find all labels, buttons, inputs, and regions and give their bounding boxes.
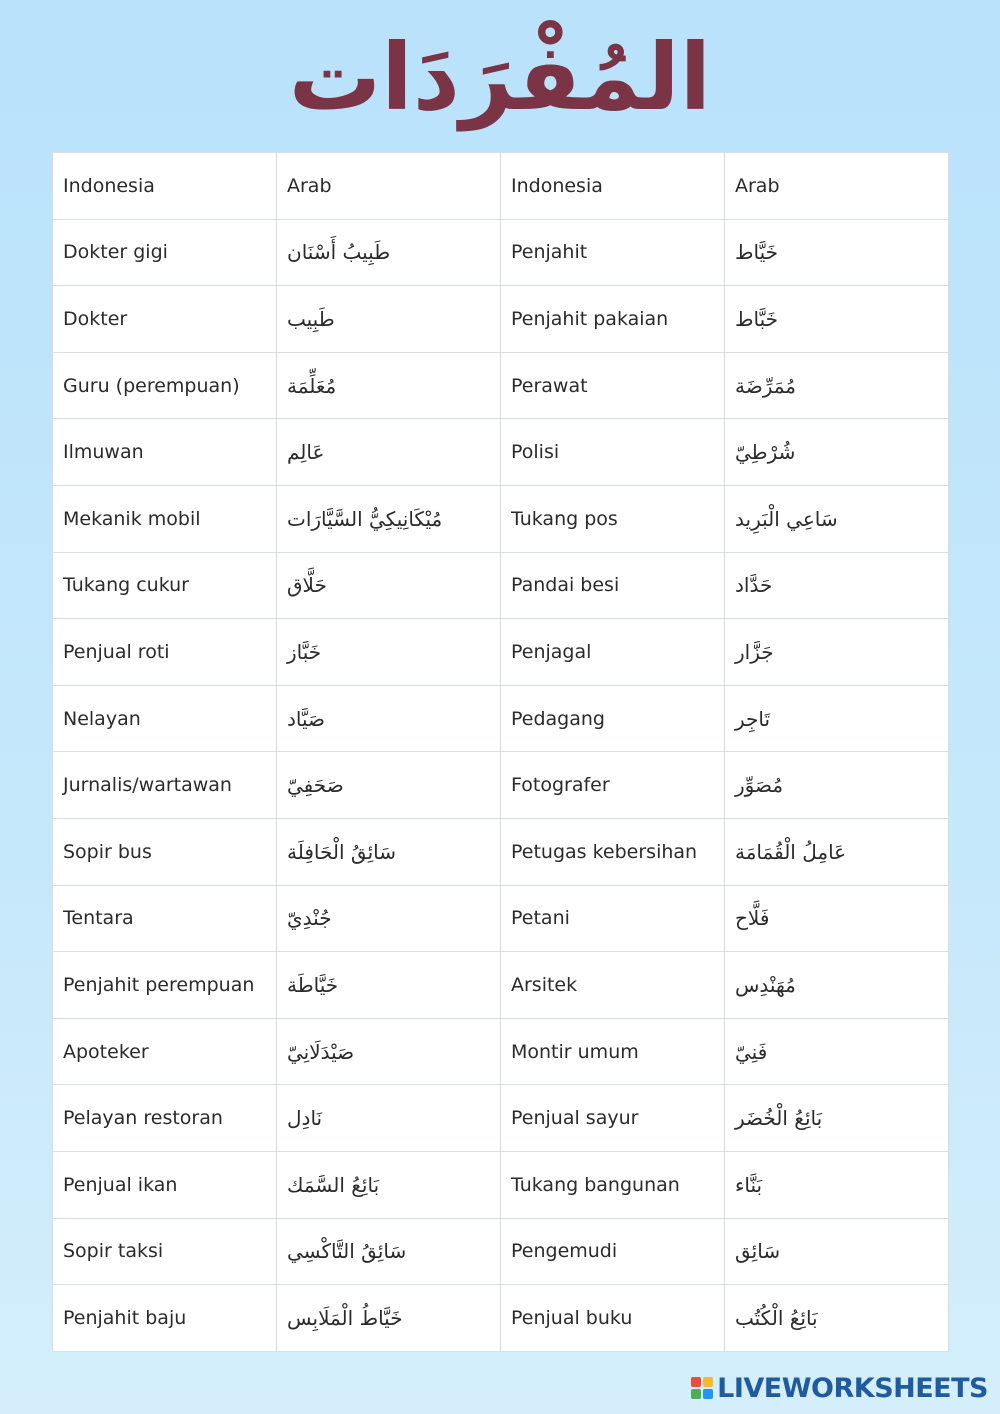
logo-square-blue [703, 1389, 713, 1399]
cell-arab [725, 1218, 949, 1285]
cell-indonesia: Penjual roti [53, 619, 277, 686]
arabic-word: خَبَّاط [735, 306, 778, 331]
arabic-word: خَيَّاطُ الْمَلَابِس [287, 1305, 403, 1330]
arabic-word: بَائِعُ السَّمَك [287, 1172, 380, 1197]
cell-indonesia: Tukang cukur [53, 552, 277, 619]
cell-arab [725, 885, 949, 952]
table-row [53, 1285, 949, 1352]
cell-indonesia: Pandai besi [501, 552, 725, 619]
cell-arab [725, 952, 949, 1019]
cell-indonesia: Tentara [53, 885, 277, 952]
cell-indonesia: Jurnalis/wartawan [53, 752, 277, 819]
table-row [53, 219, 949, 286]
cell-arab [277, 1085, 501, 1152]
cell-indonesia: Mekanik mobil [53, 485, 277, 552]
arabic-word: سَاعِي الْبَرِيد [735, 506, 838, 531]
header-arab: Arab [725, 153, 949, 220]
cell-indonesia: Montir umum [501, 1018, 725, 1085]
cell-arab [277, 352, 501, 419]
arabic-word: صَيْدَلَانِيّ [287, 1039, 355, 1064]
arabic-word: سَائِقُ التَّاكْسِي [287, 1239, 407, 1264]
arabic-word: مُمَرِّضَة [735, 373, 797, 398]
cell-indonesia: Pedagang [501, 685, 725, 752]
table-row [53, 752, 949, 819]
cell-indonesia: Polisi [501, 419, 725, 486]
arabic-word: مُصَوِّر [735, 773, 784, 798]
cell-indonesia: Apoteker [53, 1018, 277, 1085]
arabic-word: طَبِيبُ أَسْنَان [287, 240, 391, 265]
cell-arab [277, 419, 501, 486]
table-row [53, 419, 949, 486]
table-row [53, 485, 949, 552]
cell-arab [725, 1018, 949, 1085]
arabic-word: خَيَّاطَة [287, 972, 339, 997]
cell-arab [725, 1085, 949, 1152]
table-row [53, 952, 949, 1019]
footer-brand [691, 1372, 988, 1404]
arabic-word: حَلَّاق [287, 573, 327, 598]
arabic-word: بَنَّاء [735, 1172, 763, 1197]
cell-arab [277, 952, 501, 1019]
table-row [53, 685, 949, 752]
cell-arab [277, 1151, 501, 1218]
cell-arab [725, 1285, 949, 1352]
cell-indonesia: Penjahit pakaian [501, 286, 725, 353]
cell-indonesia: Nelayan [53, 685, 277, 752]
arabic-word: بَائِعُ الْكُتُب [735, 1305, 818, 1330]
cell-indonesia: Penjahit perempuan [53, 952, 277, 1019]
cell-indonesia: Penjual sayur [501, 1085, 725, 1152]
arabic-word: تَاجِر [735, 706, 771, 731]
arabic-word: طَبِيب [287, 306, 335, 331]
cell-indonesia: Pengemudi [501, 1218, 725, 1285]
cell-arab [725, 818, 949, 885]
logo-square-yellow [703, 1377, 713, 1387]
table-row [53, 352, 949, 419]
arabic-word: مُيْكَانِيكِيُّ السَّيَّارَات [287, 506, 443, 531]
cell-indonesia: Fotografer [501, 752, 725, 819]
arabic-word: فَنِيّ [735, 1039, 768, 1064]
arabic-word: صَحَفِيّ [287, 773, 344, 798]
cell-arab [725, 419, 949, 486]
arabic-word: صَيَّاد [287, 706, 326, 731]
cell-arab [725, 485, 949, 552]
table-row [53, 1085, 949, 1152]
arabic-word: خَبَّاز [287, 639, 322, 664]
arabic-word: عَالِم [287, 440, 325, 465]
table-row [53, 286, 949, 353]
arabic-word: حَدَّاد [735, 573, 773, 598]
cell-arab [277, 818, 501, 885]
cell-indonesia: Dokter gigi [53, 219, 277, 286]
arabic-word: جَزَّار [735, 639, 774, 664]
logo-square-red [691, 1377, 701, 1387]
table-row [53, 552, 949, 619]
cell-arab [725, 752, 949, 819]
cell-arab [277, 1018, 501, 1085]
header-indonesia: Indonesia [501, 153, 725, 220]
table-row [53, 1218, 949, 1285]
arabic-word: بَائِعُ الْخُضَر [735, 1106, 823, 1131]
arabic-word: شُرْطِيّ [735, 440, 796, 465]
cell-arab [277, 752, 501, 819]
cell-arab [277, 685, 501, 752]
arabic-word: مُهَنْدِس [735, 972, 796, 997]
table-row [53, 818, 949, 885]
arabic-word: سَائِق [735, 1239, 781, 1264]
cell-indonesia: Ilmuwan [53, 419, 277, 486]
logo-square-green [691, 1389, 701, 1399]
cell-arab [725, 286, 949, 353]
cell-indonesia: Petani [501, 885, 725, 952]
cell-arab [277, 219, 501, 286]
table-row [53, 619, 949, 686]
cell-indonesia: Penjual ikan [53, 1151, 277, 1218]
cell-arab [277, 1218, 501, 1285]
arabic-word: سَائِقُ الْحَافِلَة [287, 839, 397, 864]
cell-indonesia: Pelayan restoran [53, 1085, 277, 1152]
cell-indonesia: Penjual buku [501, 1285, 725, 1352]
cell-arab [277, 1285, 501, 1352]
arabic-word: خَيَّاط [735, 240, 778, 265]
brand-name: LIVEWORKSHEETS [717, 1372, 988, 1404]
table-row [53, 1018, 949, 1085]
cell-indonesia: Tukang pos [501, 485, 725, 552]
cell-indonesia: Tukang bangunan [501, 1151, 725, 1218]
arabic-word: نَادِل [287, 1106, 323, 1131]
liveworksheets-logo-icon [691, 1377, 713, 1399]
cell-indonesia: Guru (perempuan) [53, 352, 277, 419]
cell-indonesia: Sopir bus [53, 818, 277, 885]
cell-indonesia: Sopir taksi [53, 1218, 277, 1285]
table-header-row [53, 153, 949, 220]
table-row [53, 1151, 949, 1218]
cell-arab [277, 485, 501, 552]
vocabulary-table [52, 152, 949, 1352]
cell-arab [725, 352, 949, 419]
arabic-word: فَلَّاح [735, 906, 770, 931]
cell-arab [277, 552, 501, 619]
arabic-word: عَامِلُ الْقُمَامَة [735, 839, 847, 864]
header-arab: Arab [277, 153, 501, 220]
cell-indonesia: Perawat [501, 352, 725, 419]
header-indonesia: Indonesia [53, 153, 277, 220]
cell-arab [725, 1151, 949, 1218]
cell-arab [725, 685, 949, 752]
arabic-word: جُنْدِيّ [287, 906, 332, 931]
cell-indonesia: Dokter [53, 286, 277, 353]
cell-indonesia: Penjahit baju [53, 1285, 277, 1352]
cell-arab [277, 885, 501, 952]
page-title: المُفْرَدَات [288, 24, 712, 131]
cell-arab [277, 619, 501, 686]
table-row [53, 885, 949, 952]
cell-arab [725, 619, 949, 686]
cell-arab [725, 552, 949, 619]
cell-arab [725, 219, 949, 286]
cell-indonesia: Petugas kebersihan [501, 818, 725, 885]
cell-indonesia: Penjahit [501, 219, 725, 286]
cell-arab [277, 286, 501, 353]
arabic-word: مُعَلِّمَة [287, 373, 337, 398]
cell-indonesia: Penjagal [501, 619, 725, 686]
cell-indonesia: Arsitek [501, 952, 725, 1019]
